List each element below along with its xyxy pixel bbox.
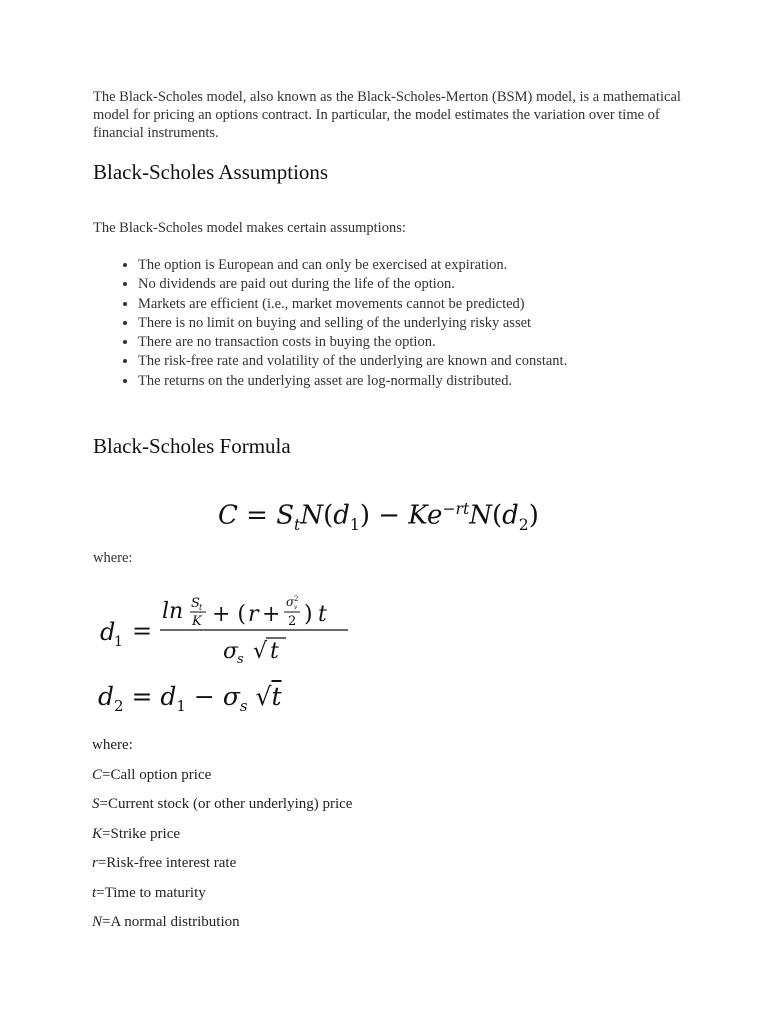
svg-text:ln: ln: [162, 599, 184, 624]
svg-text:+ (: + (: [212, 602, 247, 627]
list-item: t=Time to maturity: [92, 884, 206, 901]
svg-text:=: =: [132, 617, 153, 645]
assumptions-list: [93, 256, 567, 391]
assumptions-lead: The Black-Scholes model makes certain assumptions:: [93, 220, 406, 236]
list-item: • There is no limit on buying and selling of the underlying risky asset: [138, 314, 567, 333]
list-item: N=A normal distribution: [92, 914, 240, 930]
svg-text:t: t: [199, 603, 203, 612]
svg-text:+: +: [262, 602, 281, 627]
svg-text:σ: σ: [286, 595, 295, 609]
formula-heading: Black-Scholes Formula: [93, 434, 291, 458]
intro-paragraph: The Black-Scholes model, also known as the Black-Scholes-Merton (BSM) model, is a mathematical model for pricing an options contract. In particular, the model estimates the variation over time of financial instruments.: [93, 89, 681, 141]
svg-text:2: 2: [288, 614, 297, 629]
d2-equation: $d_2 = d_1 - \sigma_s$ √t: [98, 682, 282, 715]
list-item: • Markets are efficient (i.e., market movements cannot be predicted): [138, 295, 567, 314]
list-item: K=Strike price: [92, 825, 181, 842]
list-item: • The risk-free rate and volatility of the underlying are known and constant.: [138, 352, 567, 371]
svg-text:s: s: [237, 652, 244, 667]
svg-text:t: t: [318, 602, 327, 627]
call-price-equation: $C = S_tN(d_1) - Ke^{-rt}N(d_2)$: [218, 500, 539, 534]
svg-text:r: r: [248, 602, 259, 627]
svg-text:t: t: [270, 639, 279, 664]
list-item: S=Current stock (or other underlying) price: [92, 796, 353, 812]
list-item: C=Call option price: [92, 766, 212, 783]
svg-text:2: 2: [294, 595, 299, 603]
where-label: where:: [93, 550, 133, 566]
list-item: • The option is European and can only be exercised at expiration.: [138, 256, 567, 275]
where-label-2: where:: [92, 737, 133, 753]
svg-text:σ: σ: [223, 639, 239, 664]
list-item: r=Risk-free interest rate: [92, 855, 237, 871]
d1-equation: [98, 590, 358, 670]
list-item: • The returns on the underlying asset are log-normally distributed.: [138, 372, 567, 391]
svg-text:S: S: [191, 596, 200, 611]
svg-text:v: v: [294, 604, 298, 611]
definitions-list: [92, 735, 352, 942]
list-item: • There are no transaction costs in buying the option.: [138, 333, 567, 352]
svg-text:√: √: [253, 639, 268, 664]
assumptions-heading: Black-Scholes Assumptions: [93, 160, 329, 184]
svg-text:1: 1: [114, 634, 123, 650]
list-item: • No dividends are paid out during the life of the option.: [138, 275, 567, 294]
svg-text:d: d: [100, 618, 116, 646]
svg-text:K: K: [192, 614, 202, 629]
svg-text:): ): [304, 602, 313, 627]
